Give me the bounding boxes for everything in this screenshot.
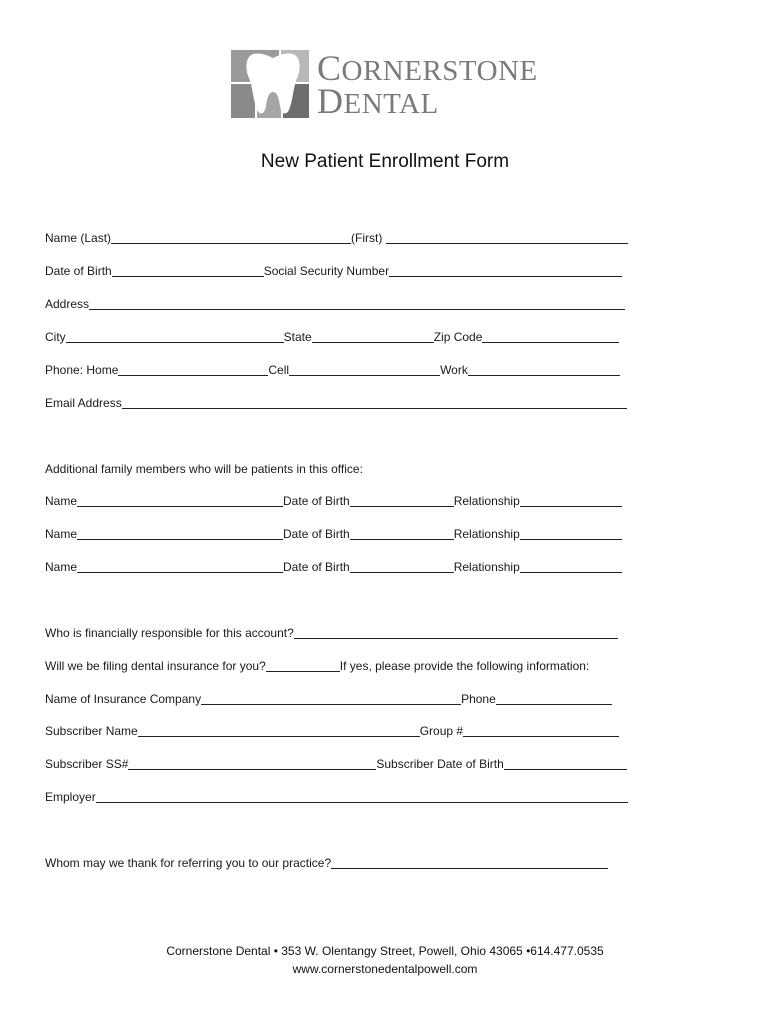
row-subscriber-ss [45, 754, 635, 774]
row-city-state-zip [45, 327, 635, 347]
field-employer[interactable] [96, 788, 628, 803]
field-family-relationship-3[interactable] [520, 558, 622, 573]
label-family-name: Name [45, 560, 78, 574]
label-city: City [45, 330, 66, 344]
logo [231, 44, 543, 120]
label-dob: Date of Birth [45, 264, 112, 278]
label-cell: Cell [268, 363, 290, 377]
label-group: Group # [419, 724, 464, 738]
label-family-relationship: Relationship [453, 560, 520, 574]
label-family-name: Name [45, 527, 78, 541]
field-city[interactable] [66, 328, 284, 343]
field-financial-responsible[interactable] [294, 624, 618, 639]
field-group[interactable] [463, 722, 619, 737]
field-family-name-1[interactable] [77, 492, 283, 507]
field-filing-insurance[interactable] [266, 657, 340, 672]
field-phone-home[interactable] [118, 361, 268, 376]
field-state[interactable] [312, 328, 434, 343]
field-insurance-phone[interactable] [496, 690, 612, 705]
family-row-3 [45, 557, 635, 577]
logo-line-1: CORNERSTONE [317, 48, 538, 88]
field-name-last[interactable] [111, 229, 351, 244]
label-phone-home: Phone: Home [45, 363, 119, 377]
row-email [45, 393, 635, 413]
label-name-last: Name (Last) [45, 231, 112, 245]
row-financial-responsible [45, 623, 635, 643]
field-email[interactable] [122, 394, 627, 409]
label-financial-responsible: Who is financially responsible for this account? [45, 626, 294, 640]
field-subscriber-name[interactable] [138, 722, 420, 737]
field-address[interactable] [89, 295, 625, 310]
field-insurance-company[interactable] [201, 690, 461, 705]
label-family-dob: Date of Birth [283, 494, 350, 508]
label-filing-insurance: Will we be filing dental insurance for you? [45, 659, 266, 673]
label-if-yes: If yes, please provide the following information: [339, 659, 590, 673]
field-family-name-2[interactable] [77, 525, 283, 540]
label-family-dob: Date of Birth [283, 527, 350, 541]
field-work[interactable] [468, 361, 620, 376]
field-family-dob-2[interactable] [350, 525, 454, 540]
label-address: Address [45, 297, 90, 311]
label-employer: Employer [45, 790, 96, 804]
label-referral: Whom may we thank for referring you to our practice? [45, 856, 332, 870]
tooth-logo-icon [231, 48, 309, 120]
field-family-dob-3[interactable] [350, 558, 454, 573]
field-subscriber-ss[interactable] [128, 755, 376, 770]
row-filing-insurance [45, 656, 635, 676]
row-phones [45, 360, 635, 380]
logo-line-2: DENTAL [317, 81, 439, 121]
field-name-first[interactable] [386, 229, 628, 244]
label-subscriber-name: Subscriber Name [45, 724, 138, 738]
row-dob-ssn [45, 261, 635, 281]
label-family-relationship: Relationship [453, 527, 520, 541]
label-subscriber-dob: Subscriber Date of Birth [376, 757, 504, 771]
label-email: Email Address [45, 396, 122, 410]
label-family-name: Name [45, 494, 78, 508]
family-heading: Additional family members who will be patients in this office: [45, 462, 363, 476]
family-row-2 [45, 524, 635, 544]
footer-website[interactable]: www.cornerstonedentalpowell.com [292, 962, 478, 976]
label-subscriber-ss: Subscriber SS# [45, 757, 129, 771]
field-family-relationship-1[interactable] [520, 492, 622, 507]
label-family-dob: Date of Birth [283, 560, 350, 574]
label-state: State [283, 330, 312, 344]
logo-wordmark [317, 48, 538, 121]
row-address [45, 294, 635, 314]
field-dob[interactable] [112, 262, 264, 277]
label-insurance-company: Name of Insurance Company [45, 692, 202, 706]
label-insurance-phone: Phone [461, 692, 496, 706]
row-referral [45, 853, 635, 873]
label-ssn: Social Security Number [263, 264, 390, 278]
row-subscriber-name [45, 721, 635, 741]
label-work: Work [440, 363, 468, 377]
field-cell[interactable] [289, 361, 440, 376]
field-ssn[interactable] [389, 262, 622, 277]
field-zip[interactable] [482, 328, 619, 343]
field-family-relationship-2[interactable] [520, 525, 622, 540]
family-row-1 [45, 491, 635, 511]
row-employer [45, 787, 635, 807]
field-subscriber-dob[interactable] [504, 755, 627, 770]
label-family-relationship: Relationship [453, 494, 520, 508]
field-family-dob-1[interactable] [350, 492, 454, 507]
label-zip: Zip Code [433, 330, 483, 344]
row-insurance-company [45, 689, 635, 709]
field-referral[interactable] [331, 854, 608, 869]
footer-address: Cornerstone Dental • 353 W. Olentangy Street, Powell, Ohio 43065 •614.477.0535 [166, 944, 604, 958]
row-name [45, 228, 635, 248]
footer [0, 942, 770, 978]
label-name-first: (First) [351, 231, 383, 245]
page-title: New Patient Enrollment Form [260, 151, 510, 172]
field-family-name-3[interactable] [77, 558, 283, 573]
